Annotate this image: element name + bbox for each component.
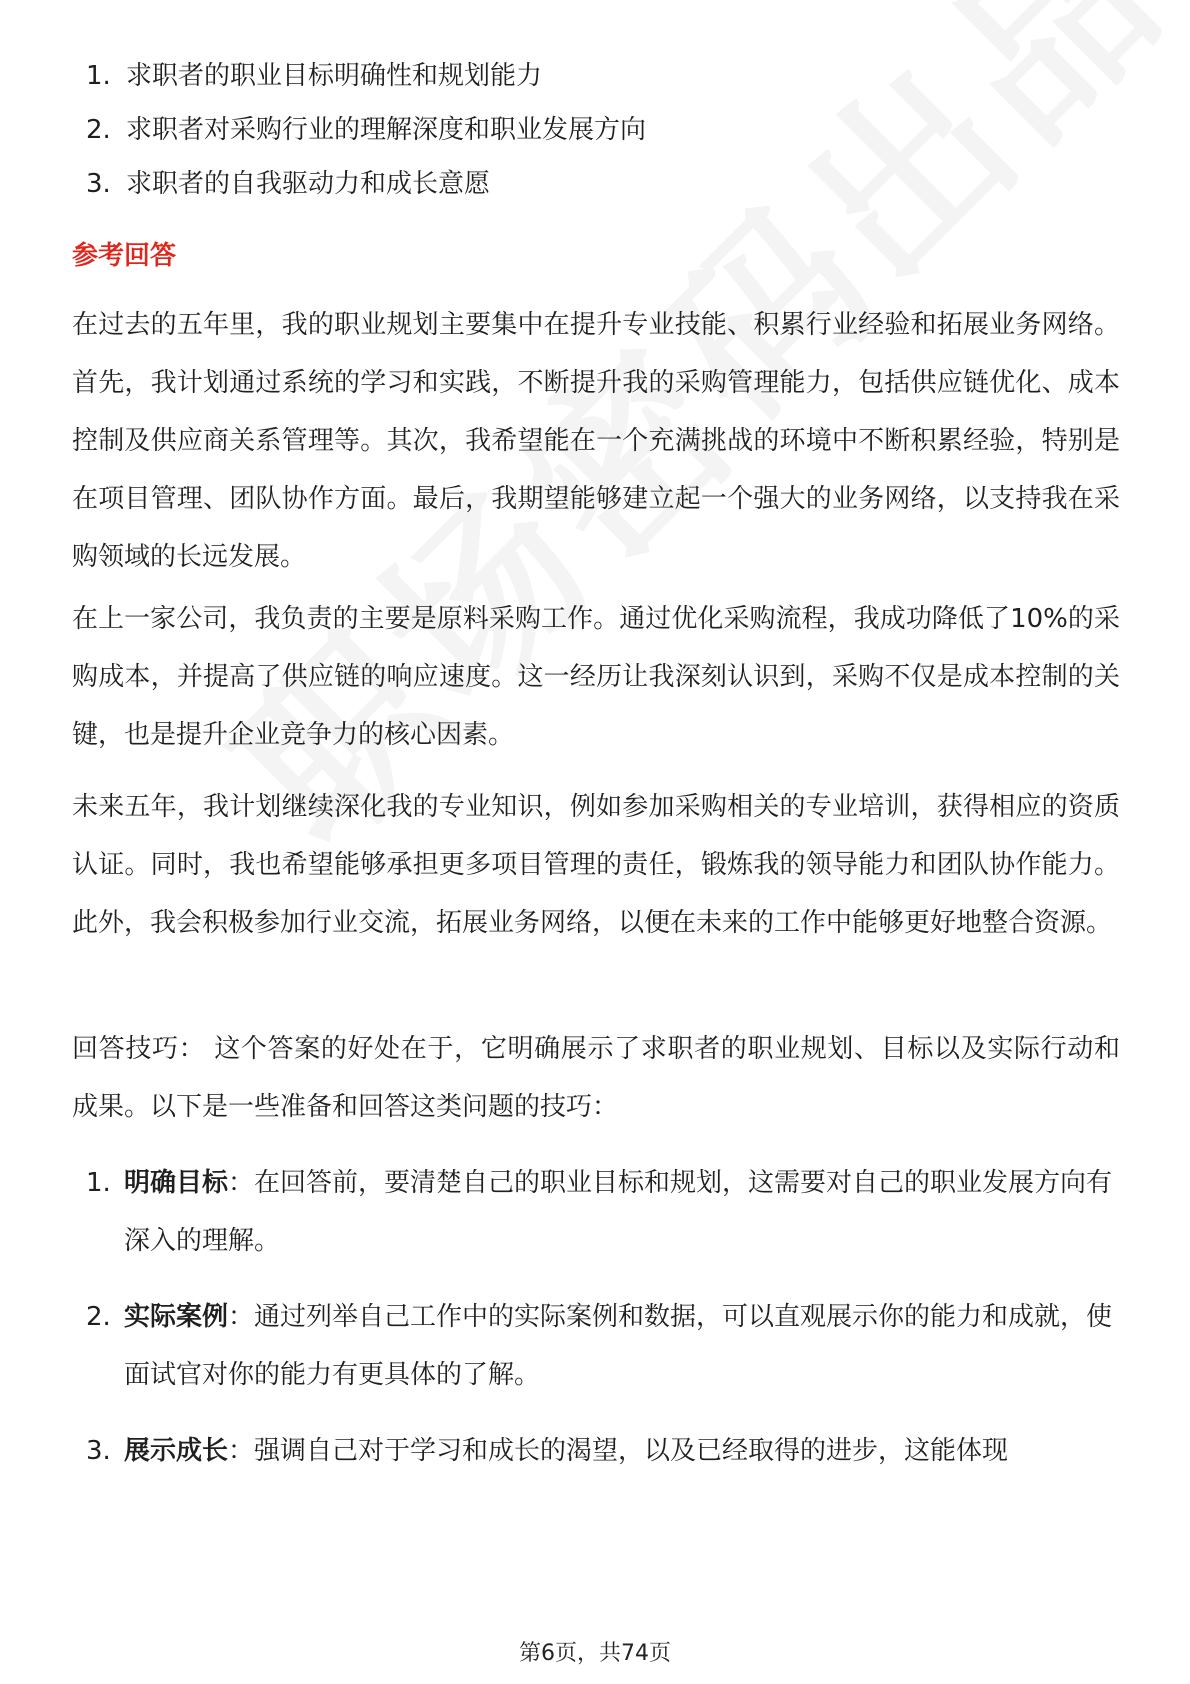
tip-item: 3. 展示成长：强调自己对于学习和成长的渴望，以及已经取得的进步，这能体现 (86, 1436, 1009, 1466)
tip-title: 展示成长 (124, 1436, 229, 1466)
tips-intro-paragraph: 回答技巧： 这个答案的好处在于，它明确展示了求职者的职业规划、目标以及实际行动和成果。以下是一些准备和回答这类问题的技巧： (72, 1034, 1120, 1122)
tip-item: 2. 实际案例：通过列举自己工作中的实际案例和数据，可以直观展示你的能力和成就，使面试官对你的能力有更具体的了解。 (86, 1302, 1113, 1390)
page-number: 第6页，共74页 (519, 1641, 671, 1666)
answer-heading: 参考回答 (72, 241, 177, 271)
tip-item: 1. 明确目标：在回答前，要清楚自己的职业目标和规划，这需要对自己的职业发展方向有深入的理解。 (86, 1168, 1113, 1256)
answer-paragraph: 在上一家公司，我负责的主要是原料采购工作。通过优化采购流程，我成功降低了10%的采购成本，并提高了供应链的响应速度。这一经历让我深刻认识到，采购不仅是成本控制的关键，也是提升企业竞争力的核心因素。 (72, 604, 1120, 750)
answer-paragraph: 未来五年，我计划继续深化我的专业知识，例如参加采购相关的专业培训，获得相应的资质认证。同时，我也希望能够承担更多项目管理的责任，锻炼我的领导能力和团队协作能力。此外，我会积极参加行业交流，拓展业务网络，以便在未来的工作中能够更好地整合资源。 (72, 792, 1120, 938)
intro-list-item: 3. 求职者的自我驱动力和成长意愿 (86, 169, 491, 199)
answer-paragraph: 在过去的五年里，我的职业规划主要集中在提升专业技能、积累行业经验和拓展业务网络。首先，我计划通过系统的学习和实践，不断提升我的采购管理能力，包括供应链优化、成本控制及供应商关系管理等。其次，我希望能在一个充满挑战的环境中不断积累经验，特别是在项目管理、团队协作方面。最后，我期望能够建立起一个强大的业务网络，以支持我在采购领域的长远发展。 (72, 310, 1120, 572)
intro-list-item: 1. 求职者的职业目标明确性和规划能力 (86, 61, 543, 91)
tip-title: 实际案例 (124, 1302, 229, 1332)
intro-list-item: 2. 求职者对采购行业的理解深度和职业发展方向 (86, 115, 647, 145)
tip-title: 明确目标 (124, 1168, 229, 1198)
